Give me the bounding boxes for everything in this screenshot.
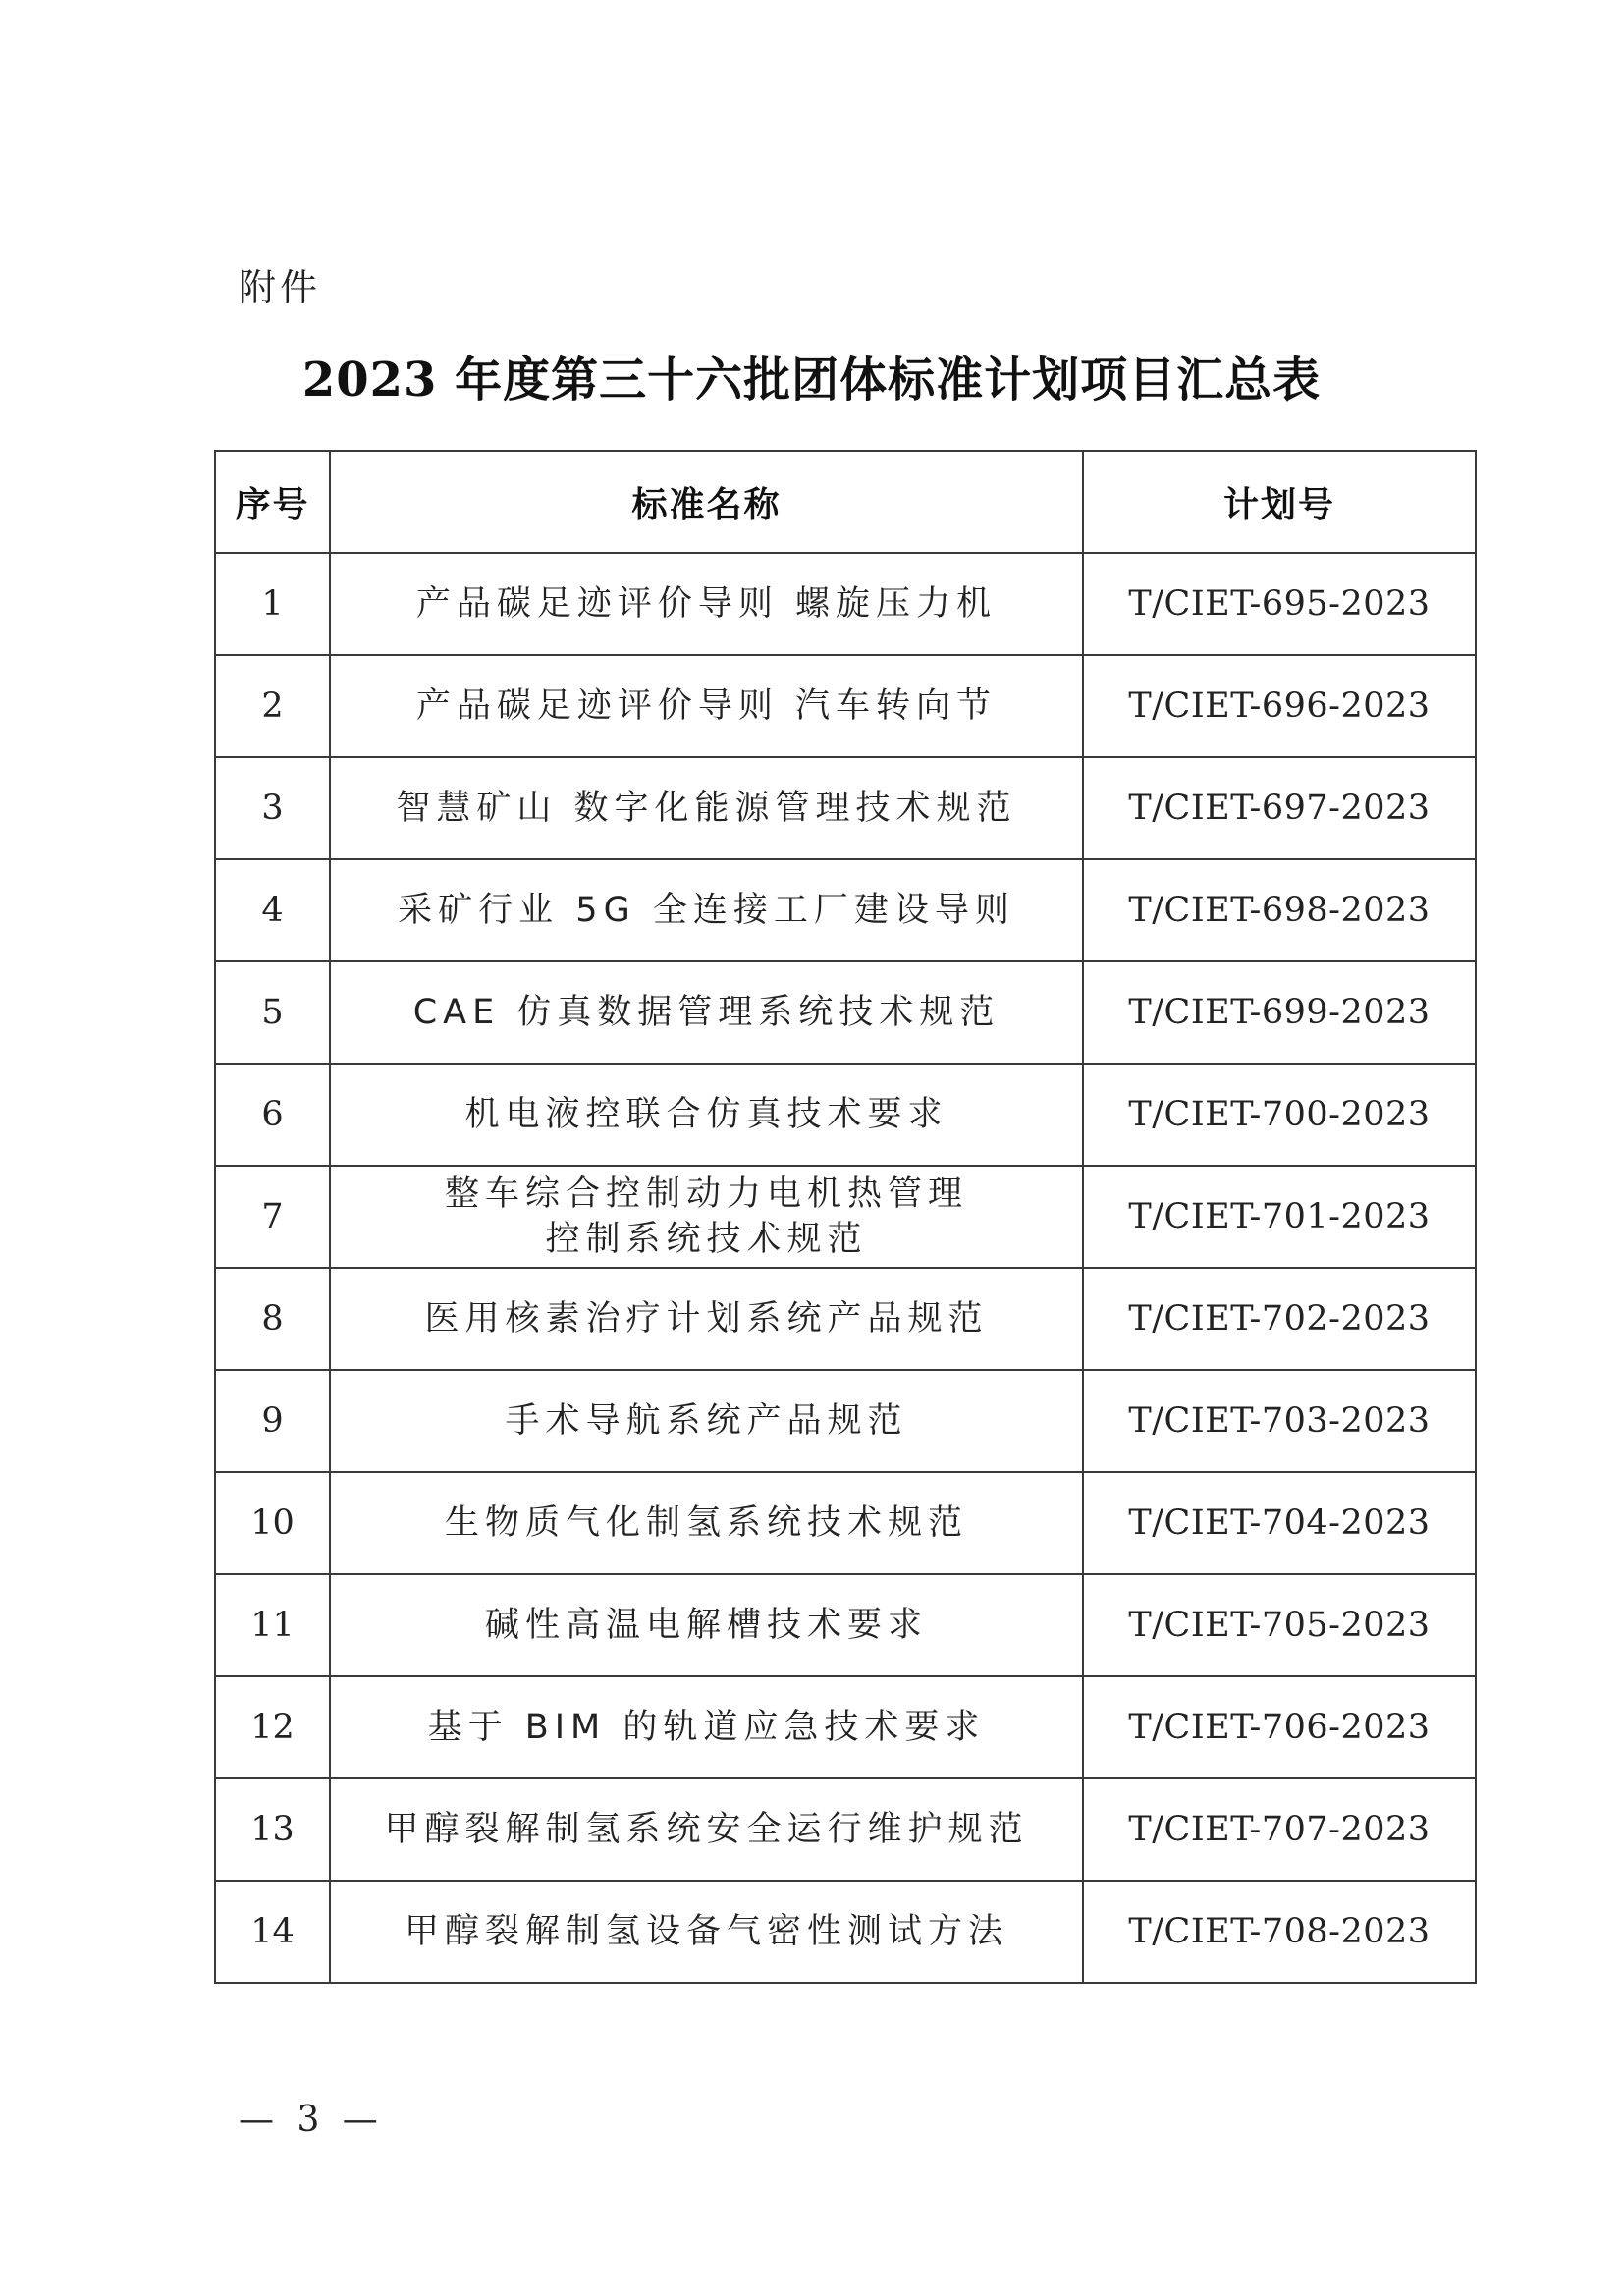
table-row — [215, 859, 1476, 961]
plan-number-cell: T/CIET-705-2023 — [1083, 1574, 1476, 1676]
standard-name-line: 医用核素治疗计划系统产品规范 — [424, 1299, 989, 1339]
table-row — [215, 1166, 1476, 1268]
standard-name-cell — [330, 1574, 1083, 1676]
standard-name-line: 产品碳足迹评价导则 螺旋压力机 — [415, 584, 998, 624]
serial-number-cell: 12 — [215, 1676, 330, 1778]
table-row — [215, 1064, 1476, 1166]
table-row — [215, 1268, 1476, 1370]
serial-number-cell: 9 — [215, 1370, 330, 1472]
table-row — [215, 553, 1476, 655]
standard-name-line: 采矿行业 5G 全连接工厂建设导则 — [398, 891, 1015, 930]
serial-number-cell: 2 — [215, 655, 330, 757]
standard-name-cell — [330, 859, 1083, 961]
plan-number-cell: T/CIET-698-2023 — [1083, 859, 1476, 961]
standard-name-line: 生物质气化制氢系统技术规范 — [444, 1503, 968, 1543]
plan-number-cell: T/CIET-707-2023 — [1083, 1778, 1476, 1881]
header-serial-number: 序号 — [215, 451, 330, 553]
standard-name-line: 碱性高温电解槽技术要求 — [484, 1606, 928, 1645]
plan-number-cell: T/CIET-703-2023 — [1083, 1370, 1476, 1472]
table-row — [215, 757, 1476, 859]
standard-name-line: 基于 BIM 的轨道应急技术要求 — [427, 1708, 986, 1747]
header-standard-name: 标准名称 — [330, 451, 1083, 553]
plan-number-cell: T/CIET-708-2023 — [1083, 1881, 1476, 1983]
plan-number-cell: T/CIET-706-2023 — [1083, 1676, 1476, 1778]
standard-name-line: CAE 仿真数据管理系统技术规范 — [412, 993, 1001, 1032]
standard-name-cell — [330, 1370, 1083, 1472]
table-row — [215, 655, 1476, 757]
standard-name-line: 甲醇裂解制氢设备气密性测试方法 — [404, 1912, 1008, 1951]
standard-name-line: 机电液控联合仿真技术要求 — [464, 1095, 948, 1134]
plan-number-cell: T/CIET-696-2023 — [1083, 655, 1476, 757]
table-row — [215, 1574, 1476, 1676]
standard-name-cell — [330, 961, 1083, 1064]
plan-number-cell: T/CIET-701-2023 — [1083, 1166, 1476, 1268]
table-row — [215, 1472, 1476, 1574]
serial-number-cell: 14 — [215, 1881, 330, 1983]
table-row — [215, 1676, 1476, 1778]
standard-name-line: 智慧矿山 数字化能源管理技术规范 — [396, 789, 1017, 828]
header-plan-number: 计划号 — [1083, 451, 1476, 553]
serial-number-cell: 1 — [215, 553, 330, 655]
page-number: — 3 — — [239, 2100, 384, 2140]
serial-number-cell: 5 — [215, 961, 330, 1064]
table-header-row — [215, 451, 1476, 553]
plan-number-cell: T/CIET-704-2023 — [1083, 1472, 1476, 1574]
standard-name-line: 产品碳足迹评价导则 汽车转向节 — [415, 686, 998, 726]
table-row — [215, 1370, 1476, 1472]
standard-name-line: 控制系统技术规范 — [545, 1220, 868, 1259]
standard-name-cell — [330, 1472, 1083, 1574]
standard-name-cell — [330, 553, 1083, 655]
standard-name-cell — [330, 757, 1083, 859]
attachment-label: 附件 — [239, 266, 322, 309]
plan-number-cell: T/CIET-697-2023 — [1083, 757, 1476, 859]
serial-number-cell: 3 — [215, 757, 330, 859]
table-body — [215, 553, 1476, 1983]
standard-name-cell — [330, 655, 1083, 757]
table-row — [215, 1778, 1476, 1881]
standards-plan-table — [214, 450, 1477, 1984]
standard-name-cell — [330, 1268, 1083, 1370]
serial-number-cell: 13 — [215, 1778, 330, 1881]
serial-number-cell: 10 — [215, 1472, 330, 1574]
plan-number-cell: T/CIET-699-2023 — [1083, 961, 1476, 1064]
standard-name-line: 甲醇裂解制氢系统安全运行维护规范 — [384, 1810, 1029, 1849]
standard-name-line: 手术导航系统产品规范 — [505, 1401, 908, 1441]
plan-number-cell: T/CIET-702-2023 — [1083, 1268, 1476, 1370]
standard-name-cell — [330, 1166, 1083, 1268]
standard-name-cell — [330, 1064, 1083, 1166]
serial-number-cell: 6 — [215, 1064, 330, 1166]
table-row — [215, 961, 1476, 1064]
serial-number-cell: 11 — [215, 1574, 330, 1676]
serial-number-cell: 4 — [215, 859, 330, 961]
standard-name-line: 整车综合控制动力电机热管理 — [444, 1175, 968, 1214]
plan-number-cell: T/CIET-700-2023 — [1083, 1064, 1476, 1166]
plan-number-cell: T/CIET-695-2023 — [1083, 553, 1476, 655]
table-row — [215, 1881, 1476, 1983]
serial-number-cell: 7 — [215, 1166, 330, 1268]
standard-name-cell — [330, 1778, 1083, 1881]
serial-number-cell: 8 — [215, 1268, 330, 1370]
document-title: 2023 年度第三十六批团体标准计划项目汇总表 — [301, 353, 1322, 408]
standard-name-cell — [330, 1676, 1083, 1778]
standard-name-cell — [330, 1881, 1083, 1983]
